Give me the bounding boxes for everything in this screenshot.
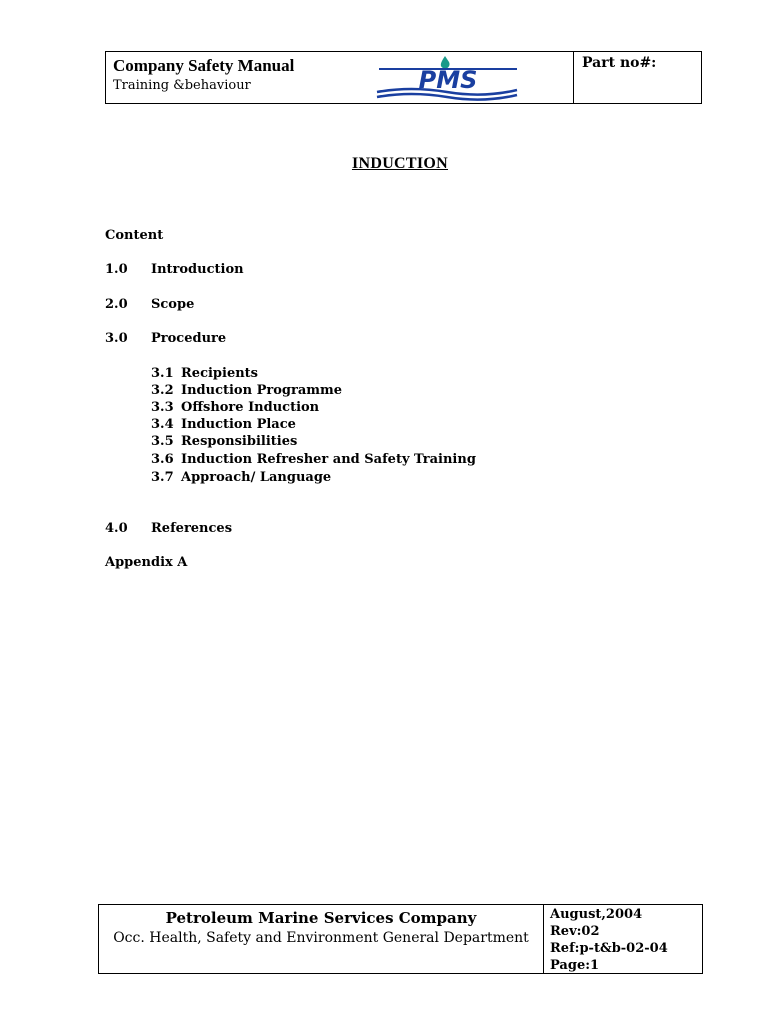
toc-item-label: Procedure: [151, 331, 227, 346]
toc-subitem-label: Induction Refresher and Safety Training: [181, 452, 476, 467]
toc-subitem-label: Recipients: [181, 366, 259, 381]
toc-subitem-number: 3.6: [151, 452, 174, 467]
part-number: Part no#:: [582, 55, 657, 71]
toc-heading: Content: [105, 228, 164, 243]
footer-company-block: [99, 905, 544, 973]
pms-logo-icon: [375, 54, 521, 102]
toc-subitem-label: Responsibilities: [181, 434, 298, 449]
toc-item-number: 4.0: [105, 521, 128, 536]
toc-item-label: Introduction: [151, 262, 244, 277]
toc-item-number: 1.0: [105, 262, 128, 277]
manual-title: Company Safety Manual: [113, 56, 295, 75]
toc-item-number: 3.0: [105, 331, 128, 346]
toc-subitem-number: 3.7: [151, 470, 174, 485]
toc-subitem-number: 3.5: [151, 434, 174, 449]
toc-item-label: Scope: [151, 297, 195, 312]
toc-item-number: 2.0: [105, 297, 128, 312]
footer-date: August,2004: [550, 907, 643, 922]
toc-item-label: References: [151, 521, 233, 536]
pms-logo: [371, 52, 574, 103]
document-footer: [98, 904, 703, 974]
toc-subitem-label: Induction Place: [181, 417, 296, 432]
toc-subitem-number: 3.3: [151, 400, 174, 415]
toc-subitem-label: Approach/ Language: [181, 470, 332, 485]
manual-subtitle: Training &behaviour: [113, 78, 251, 93]
toc-subitem-label: Offshore Induction: [181, 400, 320, 415]
document-header: [105, 51, 702, 104]
toc-subitem-number: 3.4: [151, 417, 174, 432]
logo-text: PMS: [418, 66, 478, 94]
footer-revision: Rev:02: [550, 924, 600, 939]
toc-subitem-number: 3.2: [151, 383, 174, 398]
toc-appendix: Appendix A: [105, 555, 188, 570]
footer-reference: Ref:p-t&b-02-04: [550, 941, 668, 956]
footer-department: Occ. Health, Safety and Environment General Department: [113, 930, 529, 946]
toc-subitem-label: Induction Programme: [181, 383, 343, 398]
footer-company-name: Petroleum Marine Services Company: [165, 909, 477, 927]
toc-subitem-number: 3.1: [151, 366, 174, 381]
footer-meta-block: [544, 905, 702, 973]
footer-page-number: Page:1: [550, 958, 600, 973]
header-title-block: [106, 52, 371, 103]
page-title: INDUCTION: [351, 155, 449, 172]
